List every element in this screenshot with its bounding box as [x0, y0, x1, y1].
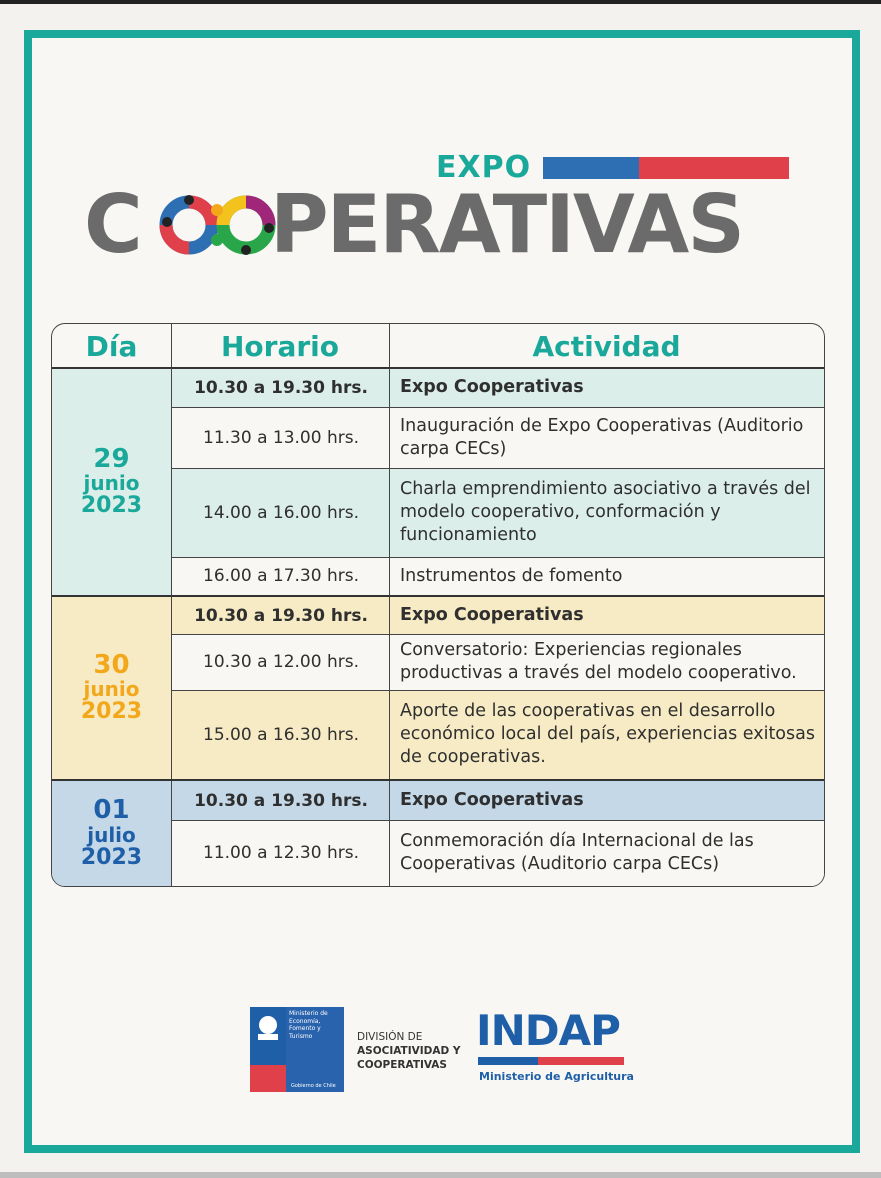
activity-cell: Expo Cooperativas [389, 597, 825, 634]
activity-cell: Conmemoración día Internacional de las Cooperativas (Auditorio carpa CECs) [389, 820, 825, 886]
flag-blue-stripe [543, 157, 639, 179]
table-row [171, 820, 824, 886]
title-rest: PERATIVAS [270, 178, 743, 271]
title-letter-c: C [84, 178, 141, 271]
division-line: DIVISIÓN DE [357, 1031, 423, 1043]
table-row [171, 407, 824, 468]
header-horario: Horario [220, 329, 339, 363]
day-number: 01 [93, 795, 130, 826]
day-year: 2023 [80, 493, 143, 519]
day-label-01-julio [52, 780, 171, 886]
division-line: COOPERATIVAS [357, 1059, 447, 1072]
time-cell: 10.30 a 12.00 hrs. [171, 634, 390, 690]
indap-blue-stripe [478, 1057, 538, 1065]
activity-cell: Instrumentos de fomento [389, 557, 825, 595]
header-dia: Día [85, 329, 138, 363]
day-month: junio [83, 677, 140, 702]
table-row [171, 781, 824, 820]
day-year: 2023 [80, 844, 143, 870]
flag-red-stripe [639, 157, 789, 179]
time-cell: 16.00 a 17.30 hrs. [171, 557, 390, 595]
indap-red-stripe [538, 1057, 624, 1065]
top-border [0, 0, 881, 4]
activity-cell: Expo Cooperativas [389, 781, 825, 820]
gov-footer-text: Gobierno de Chile [291, 1083, 336, 1089]
time-cell: 15.00 a 16.30 hrs. [171, 690, 390, 779]
time-cell: 11.00 a 12.30 hrs. [171, 820, 390, 886]
division-line: ASOCIATIVIDAD Y [357, 1045, 461, 1058]
gov-ministry-text: Ministerio de Economía, Fomento y Turismo [289, 1010, 328, 1040]
time-cell: 10.30 a 19.30 hrs. [171, 781, 390, 820]
table-row [171, 468, 824, 557]
indap-ministry-text: Ministerio de Agricultura [479, 1070, 634, 1083]
day-month: julio [87, 822, 136, 847]
division-logo-text [357, 1030, 460, 1073]
activity-cell: Inauguración de Expo Cooperativas (Auditorio carpa CECs) [389, 407, 825, 468]
row-divider [171, 557, 824, 558]
time-cell: 11.30 a 13.00 hrs. [171, 407, 390, 468]
table-row [171, 557, 824, 595]
day-month: junio [83, 471, 140, 496]
activity-cell: Conversatorio: Experiencias regionales productivas a través del modelo cooperativo. [389, 634, 825, 690]
day-number: 30 [93, 649, 130, 680]
schedule-table [51, 323, 825, 887]
row-divider [171, 690, 824, 691]
day-label-29-junio [52, 368, 171, 595]
time-cell: 10.30 a 19.30 hrs. [171, 368, 390, 407]
time-cell: 14.00 a 16.00 hrs. [171, 468, 390, 557]
day-year: 2023 [80, 699, 143, 725]
cooperative-rings-icon [157, 190, 279, 260]
time-cell: 10.30 a 19.30 hrs. [171, 597, 390, 634]
row-divider [171, 468, 824, 469]
header-divider [171, 324, 172, 368]
activity-cell: Expo Cooperativas [389, 368, 825, 407]
header-divider [389, 324, 390, 368]
day-number: 29 [93, 443, 130, 474]
table-row [171, 597, 824, 634]
expo-label: EXPO [436, 150, 532, 185]
table-row [171, 368, 824, 407]
row-divider [171, 407, 824, 408]
header-actividad: Actividad [532, 329, 681, 363]
table-row [171, 634, 824, 690]
activity-cell: Charla emprendimiento asociativo a través del modelo cooperativo, conformación y funcionamiento [389, 468, 825, 557]
bottom-border [0, 1172, 881, 1178]
day-label-30-junio [52, 596, 171, 779]
indap-logo: INDAP [476, 1006, 620, 1055]
row-divider [171, 820, 824, 821]
row-divider [171, 634, 824, 635]
table-row [171, 690, 824, 779]
activity-cell: Aporte de las cooperativas en el desarrollo económico local del país, experiencias exitosas de cooperativas. [389, 690, 825, 779]
